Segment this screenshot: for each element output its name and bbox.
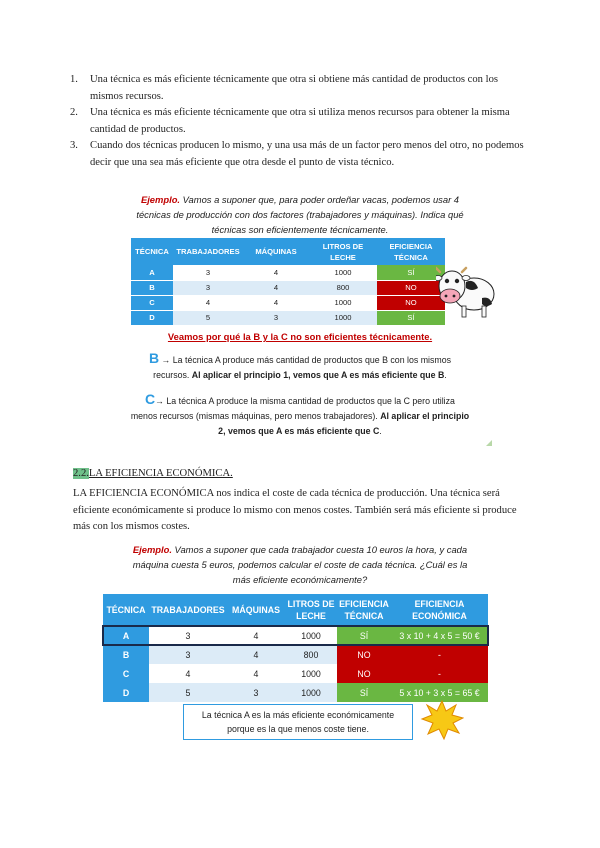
table-cell: B <box>103 645 149 664</box>
explanation-bold: Al aplicar el principio 1, vemos que A es más eficiente que B <box>191 370 445 380</box>
section-paragraph: LA EFICIENCIA ECONÓMICA nos indica el coste de cada técnica de producción. Una técnica será eficiente económicamente si produce lo mismo con menos costes. También será más eficiente si produce más con los mismos costes. <box>73 488 517 532</box>
list-number: 1. <box>70 74 78 85</box>
explanation-line: → La técnica A produce la misma cantidad de productos que la C pero utiliza <box>155 396 455 406</box>
table-cell: 1000 <box>285 664 337 683</box>
list-item <box>70 105 530 138</box>
status-cell: NO <box>337 664 391 683</box>
section-number: 2.2. <box>73 468 89 479</box>
table-row <box>103 645 488 664</box>
table-row <box>131 280 445 295</box>
column-header: EFICIENCIA ECONÓMICA <box>391 594 488 626</box>
example-label: Ejemplo. <box>140 194 181 205</box>
status-cell: SÍ <box>337 626 391 645</box>
cost-cell: 5 x 10 + 3 x 5 = 65 € <box>391 683 488 702</box>
column-header: EFICIENCIA TÉCNICA <box>377 238 445 265</box>
cow-icon <box>436 262 496 320</box>
table-cell: 1000 <box>309 265 377 280</box>
list-text: Una técnica es más eficiente técnicamente que otra si utiliza menos recursos para obtener la misma cantidad de productos. <box>90 107 510 135</box>
section-title: LA EFICIENCIA ECONÓMICA. <box>88 468 233 479</box>
corner-mark-icon <box>486 440 492 446</box>
example-line: Vamos a suponer que, para poder ordeñar vacas, podemos usar 4 <box>180 194 460 205</box>
status-cell: SÍ <box>337 683 391 702</box>
column-header: TRABAJADORES <box>149 594 227 626</box>
table-cell: C <box>131 295 173 310</box>
table-cell: A <box>131 265 173 280</box>
table-cell: C <box>103 664 149 683</box>
example-line: máquina cuesta 5 euros, podemos calcular el coste de cada técnica. ¿Cuál es la <box>132 559 468 570</box>
column-header: LITROS DE LECHE <box>285 594 337 626</box>
column-header: LITROS DE LECHE <box>309 238 377 265</box>
table-cell: 1000 <box>285 683 337 702</box>
table-cell: 3 <box>149 626 227 645</box>
table-cell: 4 <box>243 280 309 295</box>
list-number: 2. <box>70 107 78 118</box>
table-cell: D <box>103 683 149 702</box>
column-header: MÁQUINAS <box>227 594 285 626</box>
conclusion-box <box>183 704 413 740</box>
explanation-line: . <box>379 426 382 436</box>
table-cell: 1000 <box>309 295 377 310</box>
status-cell: NO <box>377 280 445 295</box>
column-header: TÉCNICA <box>103 594 149 626</box>
status-cell: NO <box>377 295 445 310</box>
table-cell: 800 <box>309 280 377 295</box>
table-row <box>103 664 488 683</box>
table-cell: 5 <box>149 683 227 702</box>
table-cell: 4 <box>227 626 285 645</box>
table-cell: D <box>131 310 173 325</box>
list-item <box>70 138 530 171</box>
table-row <box>131 310 445 325</box>
star-burst-icon <box>420 700 464 740</box>
column-header: TRABAJADORES <box>173 238 243 265</box>
table-row <box>131 295 445 310</box>
conclusion-line: porque es la que menos coste tiene. <box>227 724 369 734</box>
table-cell: 3 <box>227 683 285 702</box>
section-heading <box>73 468 233 479</box>
table-cell: 800 <box>285 645 337 664</box>
cost-cell: - <box>391 645 488 664</box>
conclusion-line: La técnica A es la más eficiente económicamente <box>201 710 395 720</box>
explanation-line: recursos. <box>153 370 192 380</box>
table-cell: 4 <box>227 664 285 683</box>
economic-efficiency-table <box>103 594 488 702</box>
explanation-line: . <box>444 370 447 380</box>
table-cell: 4 <box>243 295 309 310</box>
table-cell: 5 <box>173 310 243 325</box>
explanation-b <box>120 351 480 383</box>
table-cell: 3 <box>149 645 227 664</box>
example-line: más eficiente económicamente? <box>232 574 368 585</box>
example-line: Vamos a suponer que cada trabajador cuesta 10 euros la hora, y cada <box>171 544 468 555</box>
table-cell: 1000 <box>309 310 377 325</box>
status-cell: NO <box>337 645 391 664</box>
list-text: Cuando dos técnicas producen lo mismo, y una usa más de un factor pero menos del otro, no podemos decir que una sea más eficiente que otra desde el punto de vista técnico. <box>90 140 524 168</box>
letter-b: B <box>148 350 160 366</box>
status-cell: SÍ <box>377 265 445 280</box>
table-cell: 4 <box>227 645 285 664</box>
list-text: Una técnica es más eficiente técnicamente que otra si obtiene más cantidad de productos con los mismos recursos. <box>90 74 498 102</box>
explanation-line: menos recursos (mismas máquinas, pero menos trabajadores). <box>130 411 381 421</box>
status-cell: SÍ <box>377 310 445 325</box>
letter-c: C <box>145 391 156 407</box>
column-header: EFICIENCIA TÉCNICA <box>337 594 391 626</box>
column-header: TÉCNICA <box>131 238 173 265</box>
table-cell: B <box>131 280 173 295</box>
cost-cell: 3 x 10 + 4 x 5 = 50 € <box>391 626 488 645</box>
list-item <box>70 72 530 105</box>
table-row-highlighted <box>103 626 488 645</box>
table-cell: A <box>103 626 149 645</box>
column-header: MÁQUINAS <box>243 238 309 265</box>
explanation-bold: Al aplicar el principio <box>380 411 470 421</box>
explanation-bold: 2, vemos que A es más eficiente que C <box>218 426 380 436</box>
example-label: Ejemplo. <box>132 544 172 555</box>
table-header-row <box>103 594 488 626</box>
table-header-row <box>131 238 445 265</box>
table-cell: 3 <box>173 280 243 295</box>
table-cell: 4 <box>243 265 309 280</box>
explanation-line: → La técnica A produce más cantidad de productos que B con los mismos <box>159 355 452 365</box>
table-cell: 4 <box>173 295 243 310</box>
technical-efficiency-table <box>131 238 445 326</box>
example2-text <box>90 542 510 587</box>
explanation-c <box>110 392 490 439</box>
cost-cell: - <box>391 664 488 683</box>
table-cell: 3 <box>243 310 309 325</box>
table-cell: 3 <box>173 265 243 280</box>
list-number: 3. <box>70 140 78 151</box>
table-cell: 4 <box>149 664 227 683</box>
example1-text <box>100 192 500 237</box>
example-line: técnicas son eficientemente técnicamente. <box>211 224 389 235</box>
table-cell: 1000 <box>285 626 337 645</box>
why-title: Veamos por qué la B y la C no son eficientes técnicamente. <box>167 331 433 342</box>
example-line: técnicas de producción con dos factores (trabajadores y máquinas). Indica qué <box>136 209 464 220</box>
table-row <box>131 265 445 280</box>
